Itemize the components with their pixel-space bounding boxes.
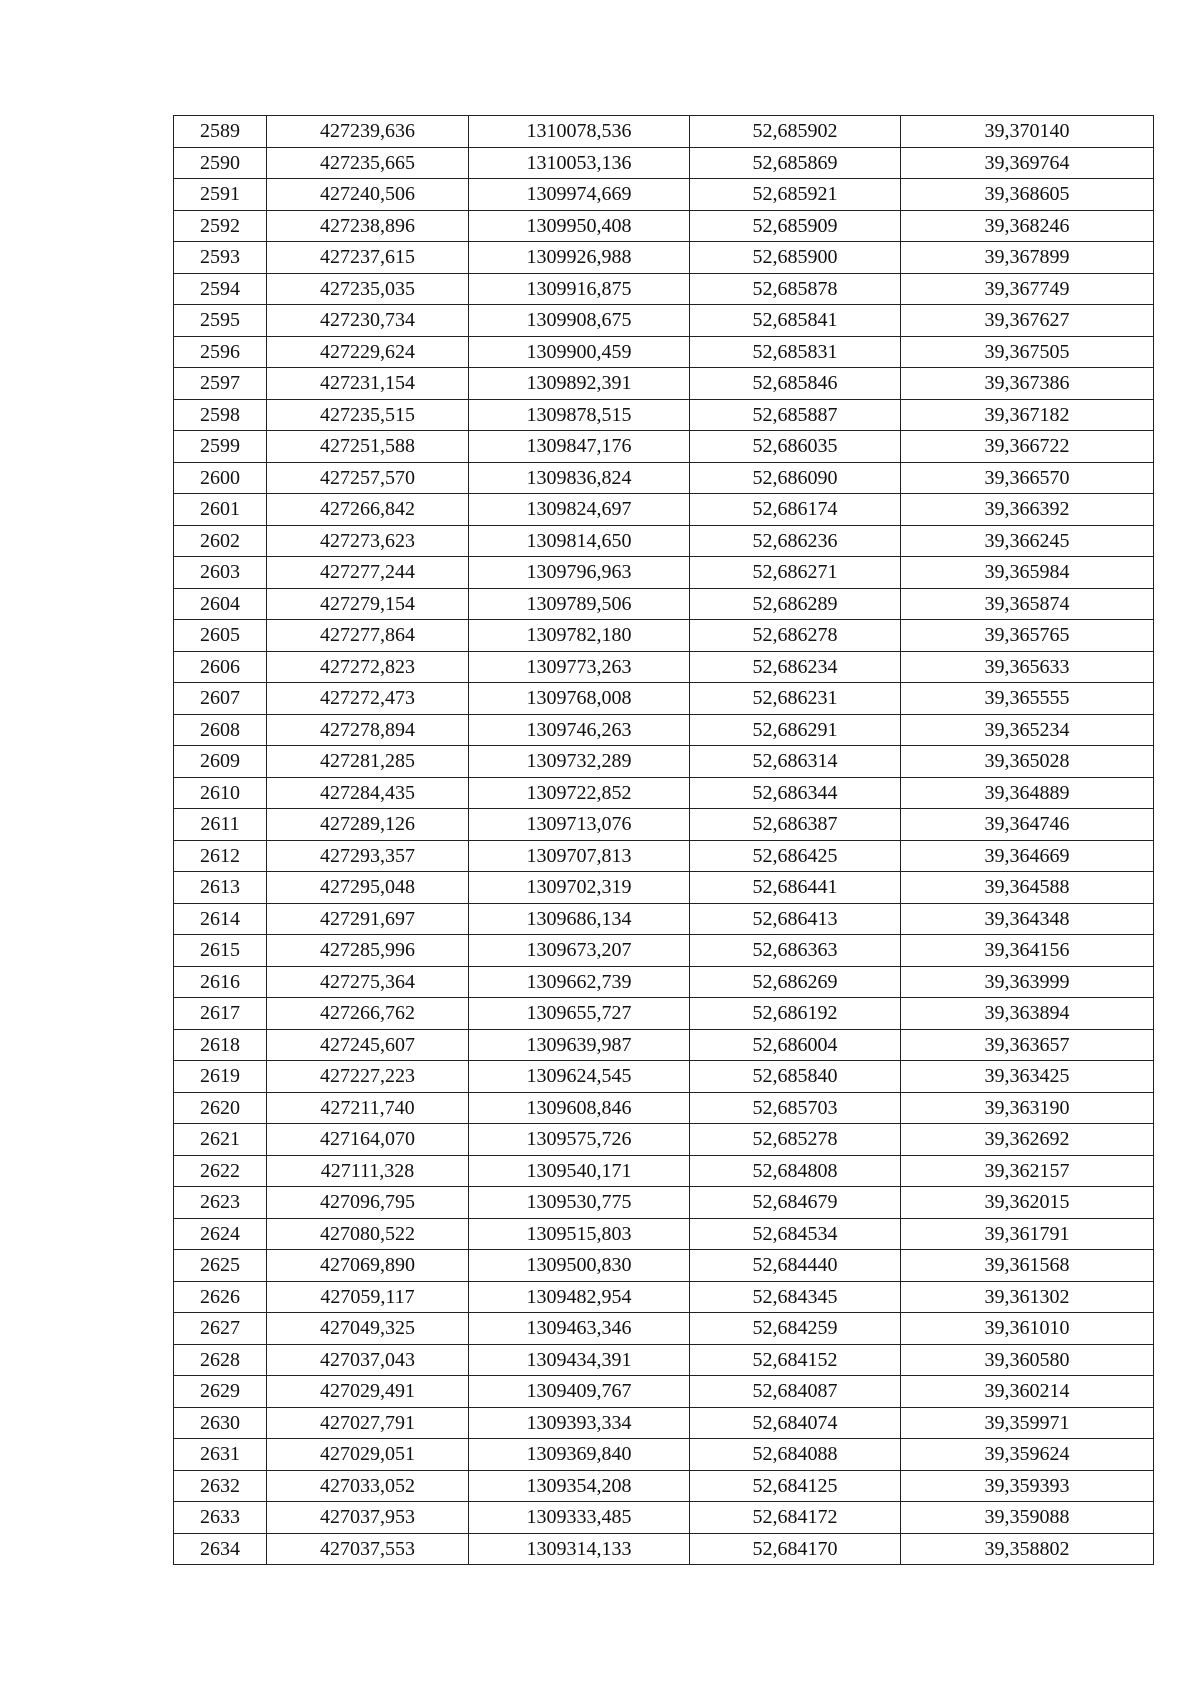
latitude-cell: 52,686344	[690, 777, 901, 809]
point-number-cell: 2606	[174, 651, 267, 683]
longitude-cell: 39,362015	[901, 1187, 1154, 1219]
latitude-cell: 52,684172	[690, 1502, 901, 1534]
point-number-cell: 2628	[174, 1344, 267, 1376]
latitude-cell: 52,685831	[690, 336, 901, 368]
x-coordinate-cell: 427266,762	[267, 998, 469, 1030]
y-coordinate-cell: 1310078,536	[469, 116, 690, 148]
table-row	[174, 273, 1154, 305]
y-coordinate-cell: 1309686,134	[469, 903, 690, 935]
latitude-cell: 52,686363	[690, 935, 901, 967]
y-coordinate-cell: 1309892,391	[469, 368, 690, 400]
x-coordinate-cell: 427164,070	[267, 1124, 469, 1156]
y-coordinate-cell: 1309768,008	[469, 683, 690, 715]
latitude-cell: 52,685840	[690, 1061, 901, 1093]
table-row	[174, 809, 1154, 841]
latitude-cell: 52,686174	[690, 494, 901, 526]
latitude-cell: 52,686425	[690, 840, 901, 872]
y-coordinate-cell: 1310053,136	[469, 147, 690, 179]
x-coordinate-cell: 427257,570	[267, 462, 469, 494]
x-coordinate-cell: 427235,515	[267, 399, 469, 431]
longitude-cell: 39,365765	[901, 620, 1154, 652]
longitude-cell: 39,367386	[901, 368, 1154, 400]
latitude-cell: 52,684808	[690, 1155, 901, 1187]
point-number-cell: 2604	[174, 588, 267, 620]
point-number-cell: 2598	[174, 399, 267, 431]
point-number-cell: 2613	[174, 872, 267, 904]
latitude-cell: 52,684170	[690, 1533, 901, 1565]
x-coordinate-cell: 427240,506	[267, 179, 469, 211]
y-coordinate-cell: 1309722,852	[469, 777, 690, 809]
y-coordinate-cell: 1309333,485	[469, 1502, 690, 1534]
x-coordinate-cell: 427251,588	[267, 431, 469, 463]
y-coordinate-cell: 1309369,840	[469, 1439, 690, 1471]
x-coordinate-cell: 427293,357	[267, 840, 469, 872]
latitude-cell: 52,684440	[690, 1250, 901, 1282]
point-number-cell: 2595	[174, 305, 267, 337]
x-coordinate-cell: 427059,117	[267, 1281, 469, 1313]
longitude-cell: 39,365633	[901, 651, 1154, 683]
table-row	[174, 777, 1154, 809]
longitude-cell: 39,364746	[901, 809, 1154, 841]
table-row	[174, 210, 1154, 242]
x-coordinate-cell: 427069,890	[267, 1250, 469, 1282]
longitude-cell: 39,363657	[901, 1029, 1154, 1061]
point-number-cell: 2597	[174, 368, 267, 400]
y-coordinate-cell: 1309926,988	[469, 242, 690, 274]
table-row	[174, 1407, 1154, 1439]
x-coordinate-cell: 427275,364	[267, 966, 469, 998]
table-row	[174, 872, 1154, 904]
x-coordinate-cell: 427235,665	[267, 147, 469, 179]
point-number-cell: 2602	[174, 525, 267, 557]
latitude-cell: 52,686004	[690, 1029, 901, 1061]
point-number-cell: 2589	[174, 116, 267, 148]
x-coordinate-cell: 427037,953	[267, 1502, 469, 1534]
point-number-cell: 2634	[174, 1533, 267, 1565]
longitude-cell: 39,363190	[901, 1092, 1154, 1124]
longitude-cell: 39,361568	[901, 1250, 1154, 1282]
latitude-cell: 52,685902	[690, 116, 901, 148]
x-coordinate-cell: 427231,154	[267, 368, 469, 400]
table-row	[174, 840, 1154, 872]
y-coordinate-cell: 1309500,830	[469, 1250, 690, 1282]
table-row	[174, 935, 1154, 967]
x-coordinate-cell: 427278,894	[267, 714, 469, 746]
x-coordinate-cell: 427273,623	[267, 525, 469, 557]
y-coordinate-cell: 1309673,207	[469, 935, 690, 967]
latitude-cell: 52,686387	[690, 809, 901, 841]
x-coordinate-cell: 427245,607	[267, 1029, 469, 1061]
longitude-cell: 39,360580	[901, 1344, 1154, 1376]
y-coordinate-cell: 1309900,459	[469, 336, 690, 368]
longitude-cell: 39,359088	[901, 1502, 1154, 1534]
point-number-cell: 2633	[174, 1502, 267, 1534]
y-coordinate-cell: 1309463,346	[469, 1313, 690, 1345]
table-row	[174, 1470, 1154, 1502]
table-row	[174, 683, 1154, 715]
x-coordinate-cell: 427277,864	[267, 620, 469, 652]
table-row	[174, 651, 1154, 683]
latitude-cell: 52,686314	[690, 746, 901, 778]
point-number-cell: 2617	[174, 998, 267, 1030]
y-coordinate-cell: 1309354,208	[469, 1470, 690, 1502]
table-row	[174, 242, 1154, 274]
y-coordinate-cell: 1309624,545	[469, 1061, 690, 1093]
longitude-cell: 39,362692	[901, 1124, 1154, 1156]
table-row	[174, 368, 1154, 400]
y-coordinate-cell: 1309540,171	[469, 1155, 690, 1187]
longitude-cell: 39,367749	[901, 273, 1154, 305]
table-row	[174, 620, 1154, 652]
y-coordinate-cell: 1309824,697	[469, 494, 690, 526]
point-number-cell: 2601	[174, 494, 267, 526]
y-coordinate-cell: 1309796,963	[469, 557, 690, 589]
longitude-cell: 39,369764	[901, 147, 1154, 179]
table-row	[174, 998, 1154, 1030]
longitude-cell: 39,364348	[901, 903, 1154, 935]
y-coordinate-cell: 1309746,263	[469, 714, 690, 746]
latitude-cell: 52,685841	[690, 305, 901, 337]
latitude-cell: 52,685887	[690, 399, 901, 431]
latitude-cell: 52,686269	[690, 966, 901, 998]
table-row	[174, 336, 1154, 368]
point-number-cell: 2631	[174, 1439, 267, 1471]
table-row	[174, 746, 1154, 778]
y-coordinate-cell: 1309409,767	[469, 1376, 690, 1408]
x-coordinate-cell: 427049,325	[267, 1313, 469, 1345]
point-number-cell: 2599	[174, 431, 267, 463]
table-row	[174, 116, 1154, 148]
point-number-cell: 2620	[174, 1092, 267, 1124]
table-row	[174, 147, 1154, 179]
x-coordinate-cell: 427029,491	[267, 1376, 469, 1408]
table-row	[174, 1439, 1154, 1471]
latitude-cell: 52,686236	[690, 525, 901, 557]
y-coordinate-cell: 1309575,726	[469, 1124, 690, 1156]
x-coordinate-cell: 427230,734	[267, 305, 469, 337]
y-coordinate-cell: 1309608,846	[469, 1092, 690, 1124]
point-number-cell: 2591	[174, 179, 267, 211]
point-number-cell: 2607	[174, 683, 267, 715]
y-coordinate-cell: 1309732,289	[469, 746, 690, 778]
latitude-cell: 52,686413	[690, 903, 901, 935]
y-coordinate-cell: 1309782,180	[469, 620, 690, 652]
y-coordinate-cell: 1309814,650	[469, 525, 690, 557]
point-number-cell: 2611	[174, 809, 267, 841]
longitude-cell: 39,365028	[901, 746, 1154, 778]
y-coordinate-cell: 1309916,875	[469, 273, 690, 305]
longitude-cell: 39,362157	[901, 1155, 1154, 1187]
longitude-cell: 39,364156	[901, 935, 1154, 967]
latitude-cell: 52,685278	[690, 1124, 901, 1156]
point-number-cell: 2596	[174, 336, 267, 368]
x-coordinate-cell: 427289,126	[267, 809, 469, 841]
x-coordinate-cell: 427279,154	[267, 588, 469, 620]
x-coordinate-cell: 427080,522	[267, 1218, 469, 1250]
latitude-cell: 52,686231	[690, 683, 901, 715]
point-number-cell: 2630	[174, 1407, 267, 1439]
latitude-cell: 52,685900	[690, 242, 901, 274]
point-number-cell: 2616	[174, 966, 267, 998]
longitude-cell: 39,363894	[901, 998, 1154, 1030]
table-row	[174, 305, 1154, 337]
latitude-cell: 52,684125	[690, 1470, 901, 1502]
longitude-cell: 39,363425	[901, 1061, 1154, 1093]
longitude-cell: 39,367899	[901, 242, 1154, 274]
x-coordinate-cell: 427284,435	[267, 777, 469, 809]
y-coordinate-cell: 1309847,176	[469, 431, 690, 463]
longitude-cell: 39,358802	[901, 1533, 1154, 1565]
y-coordinate-cell: 1309655,727	[469, 998, 690, 1030]
longitude-cell: 39,366245	[901, 525, 1154, 557]
coordinates-table	[173, 115, 1154, 1565]
longitude-cell: 39,368246	[901, 210, 1154, 242]
point-number-cell: 2623	[174, 1187, 267, 1219]
y-coordinate-cell: 1309878,515	[469, 399, 690, 431]
table-row	[174, 462, 1154, 494]
longitude-cell: 39,360214	[901, 1376, 1154, 1408]
longitude-cell: 39,365234	[901, 714, 1154, 746]
table-row	[174, 1187, 1154, 1219]
latitude-cell: 52,686234	[690, 651, 901, 683]
longitude-cell: 39,359624	[901, 1439, 1154, 1471]
longitude-cell: 39,367627	[901, 305, 1154, 337]
point-number-cell: 2624	[174, 1218, 267, 1250]
x-coordinate-cell: 427235,035	[267, 273, 469, 305]
x-coordinate-cell: 427037,043	[267, 1344, 469, 1376]
y-coordinate-cell: 1309789,506	[469, 588, 690, 620]
x-coordinate-cell: 427033,052	[267, 1470, 469, 1502]
longitude-cell: 39,365555	[901, 683, 1154, 715]
y-coordinate-cell: 1309639,987	[469, 1029, 690, 1061]
latitude-cell: 52,684259	[690, 1313, 901, 1345]
latitude-cell: 52,685921	[690, 179, 901, 211]
table-row	[174, 1250, 1154, 1282]
point-number-cell: 2590	[174, 147, 267, 179]
y-coordinate-cell: 1309908,675	[469, 305, 690, 337]
table-row	[174, 1061, 1154, 1093]
longitude-cell: 39,368605	[901, 179, 1154, 211]
y-coordinate-cell: 1309482,954	[469, 1281, 690, 1313]
longitude-cell: 39,367182	[901, 399, 1154, 431]
longitude-cell: 39,361302	[901, 1281, 1154, 1313]
latitude-cell: 52,684534	[690, 1218, 901, 1250]
table-row	[174, 966, 1154, 998]
point-number-cell: 2626	[174, 1281, 267, 1313]
x-coordinate-cell: 427037,553	[267, 1533, 469, 1565]
latitude-cell: 52,684087	[690, 1376, 901, 1408]
x-coordinate-cell: 427295,048	[267, 872, 469, 904]
latitude-cell: 52,684345	[690, 1281, 901, 1313]
table-row	[174, 399, 1154, 431]
table-row	[174, 1218, 1154, 1250]
latitude-cell: 52,686291	[690, 714, 901, 746]
y-coordinate-cell: 1309662,739	[469, 966, 690, 998]
table-row	[174, 1124, 1154, 1156]
latitude-cell: 52,686278	[690, 620, 901, 652]
point-number-cell: 2594	[174, 273, 267, 305]
point-number-cell: 2610	[174, 777, 267, 809]
y-coordinate-cell: 1309836,824	[469, 462, 690, 494]
latitude-cell: 52,685846	[690, 368, 901, 400]
y-coordinate-cell: 1309950,408	[469, 210, 690, 242]
point-number-cell: 2614	[174, 903, 267, 935]
latitude-cell: 52,684679	[690, 1187, 901, 1219]
x-coordinate-cell: 427272,473	[267, 683, 469, 715]
latitude-cell: 52,686441	[690, 872, 901, 904]
latitude-cell: 52,685703	[690, 1092, 901, 1124]
table-row	[174, 1502, 1154, 1534]
point-number-cell: 2608	[174, 714, 267, 746]
point-number-cell: 2618	[174, 1029, 267, 1061]
longitude-cell: 39,359971	[901, 1407, 1154, 1439]
x-coordinate-cell: 427096,795	[267, 1187, 469, 1219]
table-row	[174, 1313, 1154, 1345]
x-coordinate-cell: 427229,624	[267, 336, 469, 368]
point-number-cell: 2632	[174, 1470, 267, 1502]
table-row	[174, 1155, 1154, 1187]
point-number-cell: 2621	[174, 1124, 267, 1156]
longitude-cell: 39,366722	[901, 431, 1154, 463]
longitude-cell: 39,370140	[901, 116, 1154, 148]
longitude-cell: 39,365874	[901, 588, 1154, 620]
x-coordinate-cell: 427211,740	[267, 1092, 469, 1124]
y-coordinate-cell: 1309434,391	[469, 1344, 690, 1376]
latitude-cell: 52,686271	[690, 557, 901, 589]
longitude-cell: 39,367505	[901, 336, 1154, 368]
table-row	[174, 179, 1154, 211]
y-coordinate-cell: 1309713,076	[469, 809, 690, 841]
point-number-cell: 2619	[174, 1061, 267, 1093]
point-number-cell: 2605	[174, 620, 267, 652]
coordinates-table-body	[174, 116, 1154, 1565]
y-coordinate-cell: 1309530,775	[469, 1187, 690, 1219]
table-row	[174, 1376, 1154, 1408]
x-coordinate-cell: 427281,285	[267, 746, 469, 778]
x-coordinate-cell: 427285,996	[267, 935, 469, 967]
point-number-cell: 2612	[174, 840, 267, 872]
y-coordinate-cell: 1309707,813	[469, 840, 690, 872]
table-row	[174, 525, 1154, 557]
latitude-cell: 52,686289	[690, 588, 901, 620]
table-row	[174, 588, 1154, 620]
x-coordinate-cell: 427291,697	[267, 903, 469, 935]
point-number-cell: 2629	[174, 1376, 267, 1408]
x-coordinate-cell: 427238,896	[267, 210, 469, 242]
point-number-cell: 2603	[174, 557, 267, 589]
x-coordinate-cell: 427237,615	[267, 242, 469, 274]
x-coordinate-cell: 427029,051	[267, 1439, 469, 1471]
x-coordinate-cell: 427266,842	[267, 494, 469, 526]
x-coordinate-cell: 427239,636	[267, 116, 469, 148]
table-row	[174, 1029, 1154, 1061]
point-number-cell: 2592	[174, 210, 267, 242]
longitude-cell: 39,364669	[901, 840, 1154, 872]
latitude-cell: 52,684074	[690, 1407, 901, 1439]
longitude-cell: 39,364588	[901, 872, 1154, 904]
point-number-cell: 2625	[174, 1250, 267, 1282]
table-row	[174, 431, 1154, 463]
latitude-cell: 52,686090	[690, 462, 901, 494]
point-number-cell: 2627	[174, 1313, 267, 1345]
x-coordinate-cell: 427111,328	[267, 1155, 469, 1187]
table-row	[174, 1281, 1154, 1313]
y-coordinate-cell: 1309515,803	[469, 1218, 690, 1250]
y-coordinate-cell: 1309393,334	[469, 1407, 690, 1439]
latitude-cell: 52,686035	[690, 431, 901, 463]
x-coordinate-cell: 427272,823	[267, 651, 469, 683]
longitude-cell: 39,364889	[901, 777, 1154, 809]
point-number-cell: 2622	[174, 1155, 267, 1187]
table-row	[174, 714, 1154, 746]
x-coordinate-cell: 427277,244	[267, 557, 469, 589]
point-number-cell: 2609	[174, 746, 267, 778]
table-row	[174, 1092, 1154, 1124]
latitude-cell: 52,684088	[690, 1439, 901, 1471]
y-coordinate-cell: 1309974,669	[469, 179, 690, 211]
longitude-cell: 39,365984	[901, 557, 1154, 589]
table-row	[174, 557, 1154, 589]
longitude-cell: 39,361791	[901, 1218, 1154, 1250]
latitude-cell: 52,685878	[690, 273, 901, 305]
longitude-cell: 39,366570	[901, 462, 1154, 494]
table-row	[174, 1533, 1154, 1565]
table-row	[174, 494, 1154, 526]
table-row	[174, 903, 1154, 935]
point-number-cell: 2600	[174, 462, 267, 494]
y-coordinate-cell: 1309773,263	[469, 651, 690, 683]
point-number-cell: 2593	[174, 242, 267, 274]
latitude-cell: 52,685869	[690, 147, 901, 179]
longitude-cell: 39,366392	[901, 494, 1154, 526]
table-row	[174, 1344, 1154, 1376]
latitude-cell: 52,684152	[690, 1344, 901, 1376]
longitude-cell: 39,361010	[901, 1313, 1154, 1345]
x-coordinate-cell: 427027,791	[267, 1407, 469, 1439]
latitude-cell: 52,686192	[690, 998, 901, 1030]
latitude-cell: 52,685909	[690, 210, 901, 242]
y-coordinate-cell: 1309702,319	[469, 872, 690, 904]
x-coordinate-cell: 427227,223	[267, 1061, 469, 1093]
longitude-cell: 39,363999	[901, 966, 1154, 998]
longitude-cell: 39,359393	[901, 1470, 1154, 1502]
point-number-cell: 2615	[174, 935, 267, 967]
y-coordinate-cell: 1309314,133	[469, 1533, 690, 1565]
